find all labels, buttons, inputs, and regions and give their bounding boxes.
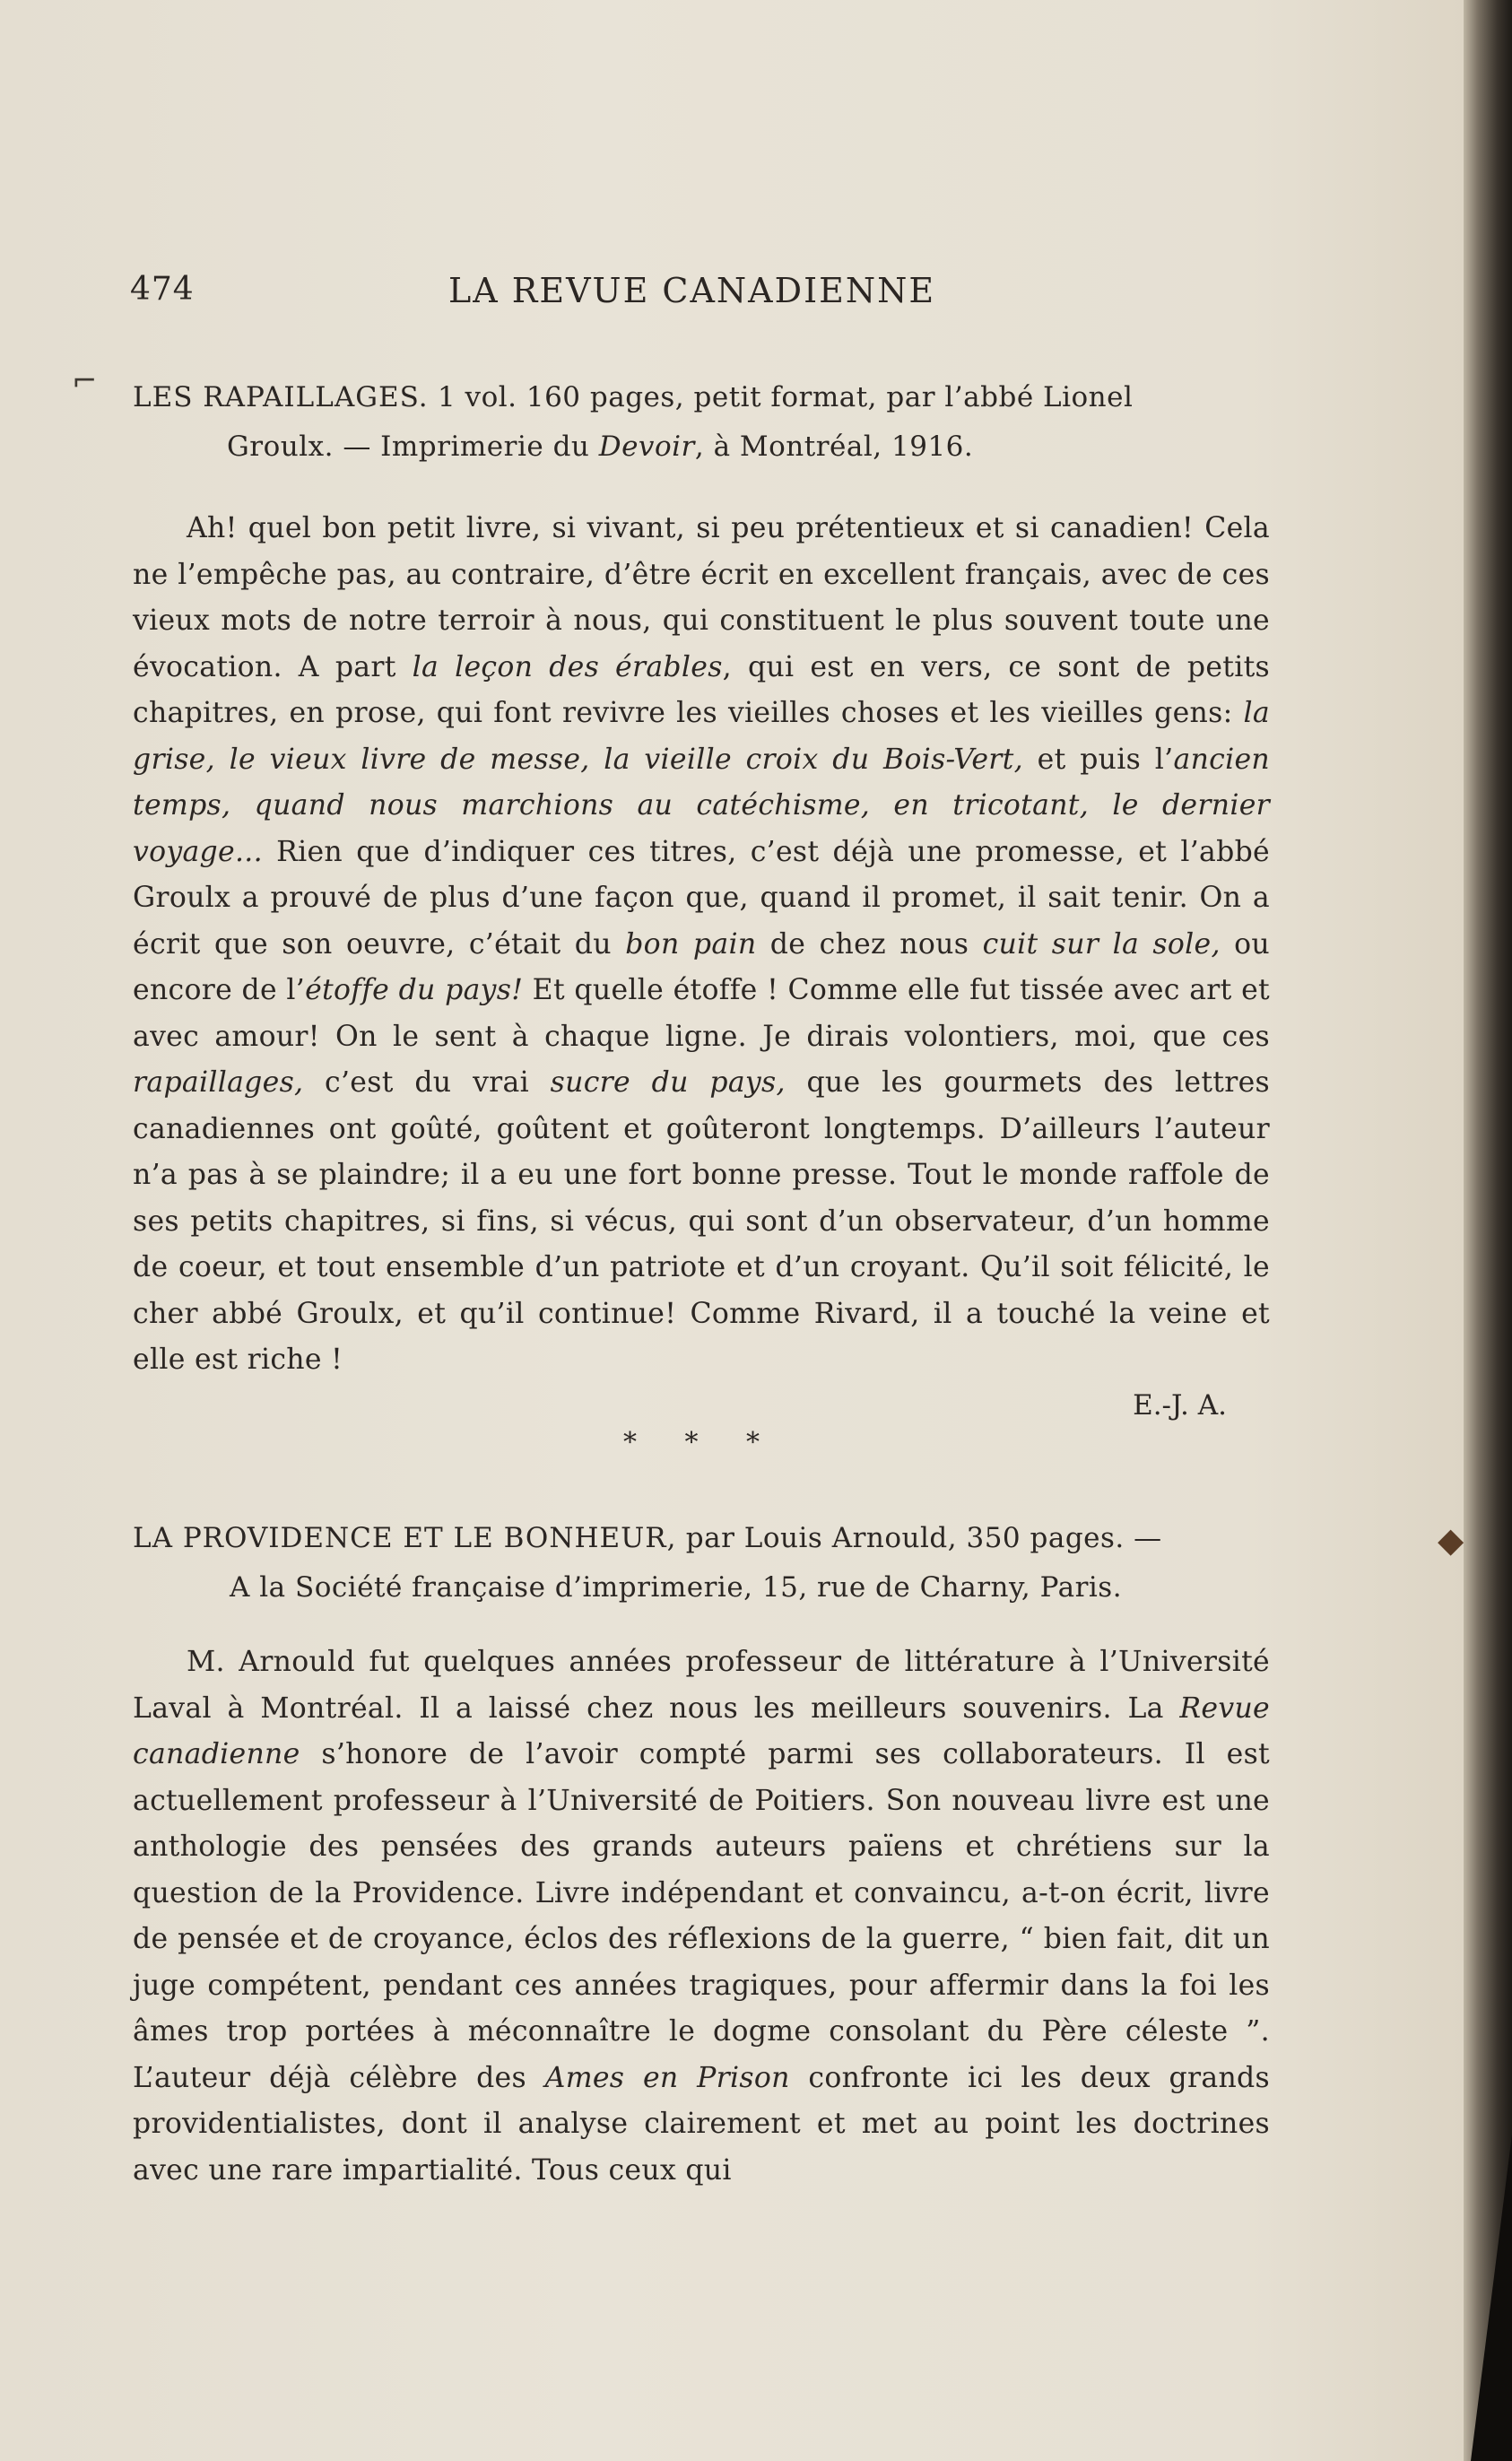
review-paragraph <box>133 1639 1270 2194</box>
page-number: 474 <box>130 271 195 308</box>
text-run: s’honore de l’avoir compté parmi ses collaborateurs. Il est actuellement professeur à l’Université de Poitiers. Son nouveau livre est une anthologie des pensées des grands auteurs païens et chrétiens sur la question de la Providence. Livre indépendant et convaincu, a-t-on écrit, livre de pensée et de croyance, éclos des réflexions de la guerre, “ bien fait, dit un juge compétent, pendant ces années tragiques, pour affermir dans la foi les âmes trop portées à méconnaître le dogme consolant du Père céleste ”. L’auteur déjà célèbre des <box>133 1738 1270 2094</box>
text-run: et puis l’ <box>1022 743 1174 776</box>
italic-run: Revue canadienne <box>133 1691 1270 1770</box>
review-heading <box>133 1514 1270 1613</box>
italic-run: ancien temps, quand nous marchions au catéchisme, en tricotant, le dernier voyage... <box>133 743 1270 868</box>
book-title: LA PROVIDENCE ET LE BONHEUR, <box>133 1522 677 1554</box>
italic-run: sucre du pays, <box>550 1066 786 1099</box>
italic-run: bon pain <box>625 927 757 961</box>
italic-run: cuit sur la sole, <box>982 927 1221 961</box>
section-separator: * * * <box>622 1426 780 1458</box>
italic-run: étoffe du pays! <box>305 974 524 1006</box>
running-title: LA REVUE CANADIENNE <box>448 271 936 310</box>
text-run: de chez nous <box>756 927 983 961</box>
text-run: Rien que d’indiquer ces titres, c’est déjà une promesse, et l’abbé Groulx a prouvé de plus d’une façon que, quand il promet, il sait tenir. On a écrit que son oeuvre, c’était du <box>133 835 1270 961</box>
publisher-italic: Devoir <box>598 430 695 463</box>
paragraph-flow <box>133 506 1270 1384</box>
page-header <box>130 271 1269 316</box>
review-rapaillages <box>133 373 1270 1458</box>
text-run: que les gourmets des lettres canadiennes ont goûté, goûtent et goûteront longtemps. D’ailleurs l’auteur n’a pas à se plaindre; il a eu une fort bonne presse. Tout le monde raffole de ses petits chapitres, si fins, si vécus, qui sont d’un observateur, d’un homme de coeur, et tout ensemble d’un patriote et d’un croyant. Qu’il soit félicité, le cher abbé Groulx, et qu’il continue! Comme Rivard, il a touché la veine et elle est riche ! <box>133 1066 1271 1376</box>
paragraph-flow <box>133 1639 1270 2194</box>
text-run: Et quelle étoffe ! Comme elle fut tissée avec art et avec amour! On le sent à chaque ligne. Je dirais volontiers, moi, que ces <box>133 974 1270 1053</box>
book-meta: 1 vol. 160 pages, petit format, par l’abbé Lionel <box>428 381 1134 413</box>
review-signature: E.-J. A. <box>1133 1388 1227 1422</box>
italic-run: rapaillages, <box>133 1066 304 1099</box>
margin-pencil-mark: ⌐ <box>72 363 98 399</box>
review-heading <box>133 373 1270 472</box>
book-title: LES RAPAILLAGES. <box>133 381 429 413</box>
page-edge-shadow <box>1464 0 1512 2461</box>
text-run: c’est du vrai <box>303 1066 551 1099</box>
book-publisher-line <box>133 422 1270 472</box>
text-run: M. Arnould fut quelques années professeur de littérature à l’Université Laval à Montréal. Il a laissé chez nous les meilleurs souvenirs. La <box>133 1646 1270 1725</box>
book-publisher-line: A la Société française d’imprimerie, 15, rue de Charny, Paris. <box>230 1571 1123 1604</box>
margin-ink-mark: ◆ <box>1438 1520 1464 1560</box>
publisher-text: Groulx. — Imprimerie du <box>227 430 599 463</box>
review-paragraph <box>133 506 1270 1384</box>
italic-run: la grise, le vieux livre de messe, la vieille croix du Bois-Vert, <box>133 697 1270 776</box>
book-meta: par Louis Arnould, 350 pages. — <box>676 1522 1162 1554</box>
text-run: confronte ici les deux grands providentialistes, dont il analyse clairement et met au point les doctrines avec une rare impartialité. Tous ceux qui <box>133 2061 1270 2187</box>
text-run: , qui est en vers, ce sont de petits chapitres, en prose, qui font revivre les vieilles choses et les vieilles gens: <box>133 650 1271 729</box>
italic-run: Ames en Prison <box>544 2061 790 2094</box>
review-providence <box>133 1514 1270 2194</box>
italic-run: la leçon des érables <box>412 650 723 683</box>
text-run: ou encore de l’ <box>133 927 1271 1006</box>
publisher-text-end: , à Montréal, 1916. <box>694 430 974 463</box>
text-run: Ah! quel bon petit livre, si vivant, si peu prétentieux et si canadien! Cela ne l’empêche pas, au contraire, d’être écrit en excellent français, avec de ces vieux mots de notre terroir à nous, qui constituent le plus souvent toute une évocation. A part <box>133 512 1270 683</box>
